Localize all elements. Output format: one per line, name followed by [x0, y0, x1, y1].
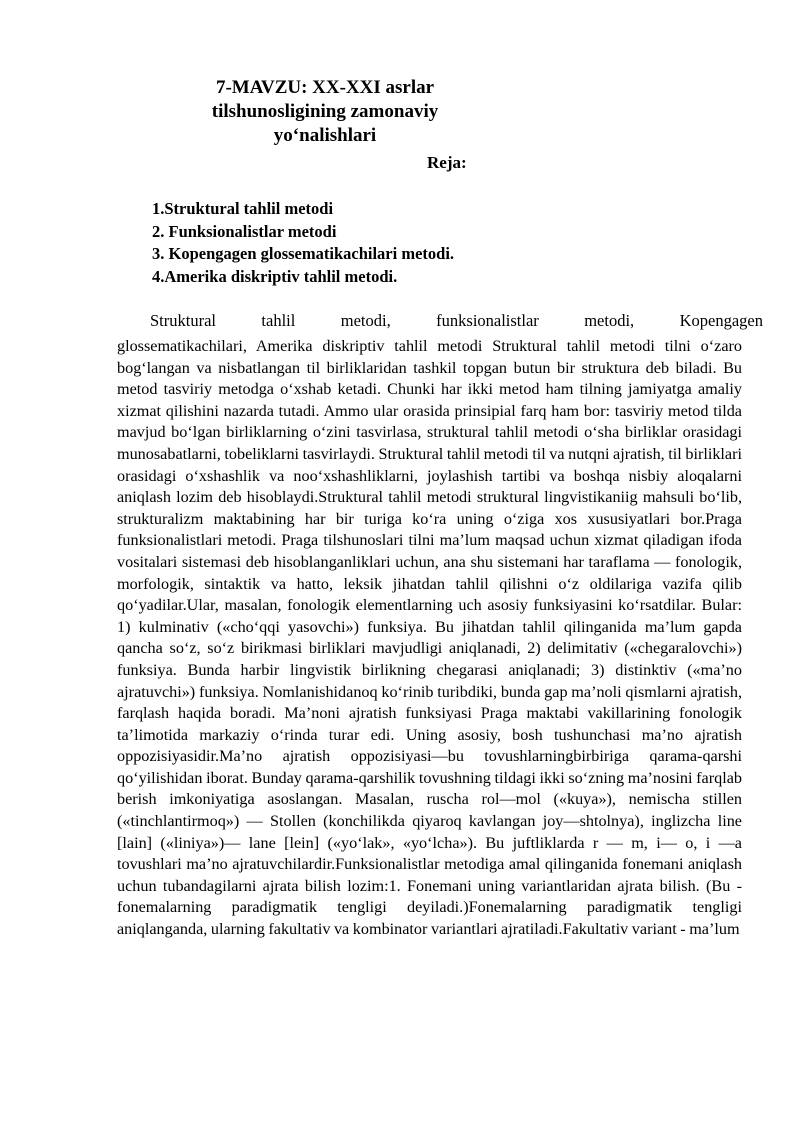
plan-list: [152, 198, 454, 288]
plan-heading: Reja:: [427, 153, 467, 172]
paragraph-first-line: Struktural tahlil metodi, funksionalistlar metodi, Kopengagen: [150, 311, 763, 330]
title-line-2: tilshunosligining zamonaviy: [211, 101, 439, 122]
document-title: [190, 76, 460, 148]
title-line-3: yo‘nalishlari: [273, 125, 377, 146]
title-line-1: 7-MAVZU: XX-XXI asrlar: [215, 77, 435, 98]
plan-item: 2. Funksionalistlar metodi: [152, 221, 337, 241]
plan-item: 3. Kopengagen glossematikachilari metodi.: [152, 244, 455, 263]
plan-item: 4.Amerika diskriptiv tahlil metodi.: [152, 266, 398, 286]
plan-item: 1.Struktural tahlil metodi: [152, 199, 334, 218]
body-paragraph: glossematikachilari, Amerika diskriptiv tahlil metodi Struktural tahlil metodi tilni o‘zaro bog‘langan va nisbatlangan til birliklaridan tashkil topgan butun bir struktura deb biladi. Bu metod tasviriy metodga o‘xshab ketadi. Chunki har ikki metod ham tilning jamiyatga amaliy xizmat qilishini nazarda tutadi. Ammo ular orasida prinsipial farq ham bor: tasviriy metod tilda mavjud bo‘lgan birliklarning o‘zini tasvirlasa, struktural tahlil metodi o‘sha birliklar orasidagi munosabatlarni, tobeliklarni tasvirlaydi. Struktural tahlil metodi til va nutqni ajratish, til birliklari orasidagi o‘xshashlik va noo‘xshashliklarni, joylashish tartibi va boshqa nisbiy aloqalarni aniqlash lozim deb hisoblaydi.Struktural tahlil metodi struktural lingvistikaniig mahsuli bo‘lib, strukturalizm maktabining har bir turiga ko‘ra uning o‘ziga xos xususiyatlari bor.Praga funksionalistlari metodi. Praga tilshunoslari tilni ma’lum maqsad uchun xizmat qiladigan ifoda vositalari sistemasi deb hisoblanganliklari uchun, ana shu sistemani har taraflama — fonologik, morfologik, sintaktik va hatto, leksik jihatdan tahlil qilishni o‘z oldilariga vazifa qilib qo‘yadilar.Ular, masalan, fonologik elementlarning uch asosiy funksiyasini ko‘rsatdilar. Bular: 1) kulminativ («cho‘qqi yasovchi») funksiya. Bu jihatdan tahlil qilinganida ma’lum gapda qancha so‘z, so‘z birikmasi birliklari mavjudligi aniqlanadi, 2) delimitativ («chegaralovchi») funksiya. Bunda harbir lingvistik birlikning chegarasi aniqlanadi; 3) distinktiv («ma’no ajratuvchi») funksiya. Nomlanishidanoq ko‘rinib turibdiki, bunda gap ma’noli qismlarni ajratish, farqlash haqida boradi. Ma’noni ajratish funksiyasi Praga maktabi vakillarining fonologik ta’limotida markaziy o‘rinda turar edi. Uning asosiy, bosh tushunchasi ma’no ajratish oppozisiyasidir.Ma’no ajratish oppozisiyasi—bu tovushlarningbirbiriga qarama-qarshi qo‘yilishidan iborat. Bunday qarama-qarshilik tovushning tildagi ikki so‘zning ma’nosini farqlab berish imkoniyatiga asoslangan. Masalan, ruscha rol—mol («kuya»), nemischa stillen («tinchlantirmoq») — Stollen (konchilikda qiyaroq kavlangan joy—shtolnya), inglizcha line [lain] («liniya»)— lane [lein] («yo‘lak», «yo‘lcha»). Bu juftliklarda r — m, i— o, i —a tovushlari ma’no ajratuvchilardir.Funksionalistlar metodiga amal qilinganida fonemani aniqlash uchun tubandagilarni ajrata bilish lozim:1. Fonemani uning variantlaridan ajrata bilish. (Bu - fonemalarning paradigmatik tengligi deyiladi.)Fonemalarning paradigmatik tengligi aniqlanganda, ularning fakultativ va kombinator variantlari ajratiladi.Fakultativ variant - ma’lum: [117, 337, 742, 939]
